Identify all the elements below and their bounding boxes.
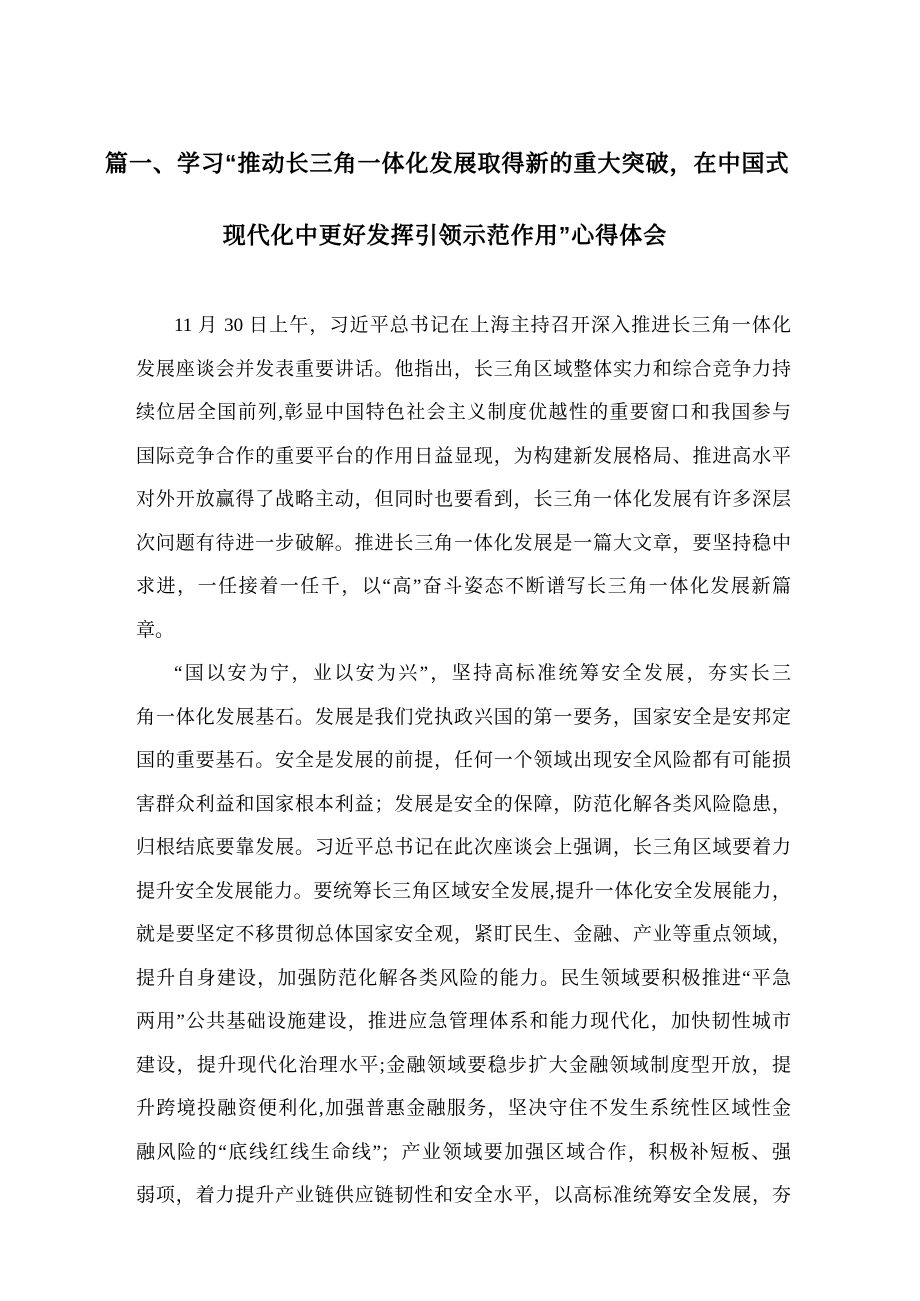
body-line: 国的重要基石。安全是发展的前提，任何一个领域出现安全风险都有可能损	[136, 750, 791, 771]
body-line: 角一体化发展基石。发展是我们党执政兴国的第一要务，国家安全是安邦定	[136, 706, 791, 728]
body-line: 章。	[136, 619, 175, 641]
paragraph-1	[136, 304, 791, 652]
body-line: 续位居全国前列,彰显中国特色社会主义制度优越性的重要窗口和我国参与	[136, 402, 791, 423]
body-line: 融风险的“底线红线生命线”；产业领域要加强区域合作，积极补短板、强	[136, 1141, 791, 1163]
document-title-line-2: 现代化中更好发挥引领示范作用”心得体会	[222, 222, 668, 248]
document-title-line-1: 篇一、学习“推动长三角一体化发展取得新的重大突破，在中国式	[105, 150, 790, 176]
body-line: “国以安为宁，业以安为兴”，坚持高标准统筹安全发展，夯实长三	[174, 663, 791, 684]
body-line: 弱项，着力提升产业链供应链韧性和安全水平，以高标准统筹安全发展，夯	[136, 1185, 791, 1206]
body-line: 归根结底要靠发展。习近平总书记在此次座谈会上强调，长三角区域要着力	[136, 837, 791, 858]
body-line: 发展座谈会并发表重要讲话。他指出，长三角区域整体实力和综合竞争力持	[136, 358, 791, 380]
body-line: 次问题有待进一步破解。推进长三角一体化发展是一篇大文章，要坚持稳中	[136, 532, 791, 554]
body-line: 国际竞争合作的重要平台的作用日益显现，为构建新发展格局、推进高水平	[136, 445, 791, 467]
body-line: 求进，一任接着一任千，以“高”奋斗姿态不断谱写长三角一体化发展新篇	[136, 576, 791, 597]
body-line: 提升自身建设，加强防范化解各类风险的能力。民生领域要积极推进“平急	[136, 967, 791, 989]
body-line: 就是要坚定不移贯彻总体国家安全观，紧盯民生、金融、产业等重点领域，	[136, 924, 791, 945]
body-line: 建设，提升现代化治理水平;金融领域要稳步扩大金融领域制度型开放，提	[136, 1054, 791, 1076]
body-line: 两用”公共基础设施建设，推进应急管理体系和能力现代化，加快韧性城市	[136, 1011, 791, 1032]
body-line: 害群众利益和国家根本利益；发展是安全的保障，防范化解各类风险隐患，	[136, 793, 791, 815]
body-line: 11 月 30 日上午，习近平总书记在上海主持召开深入推进长三角一体化	[174, 315, 791, 336]
body-line: 提升安全发展能力。要统筹长三角区域安全发展,提升一体化安全发展能力，	[136, 880, 791, 902]
body-line: 升跨境投融资便利化,加强普惠金融服务，坚决守住不发生系统性区域性金	[136, 1098, 791, 1119]
document-title	[105, 127, 790, 271]
paragraph-2	[136, 652, 791, 1218]
body-line: 对外开放赢得了战略主动，但同时也要看到，长三角一体化发展有许多深层	[136, 489, 791, 510]
document-body	[136, 304, 791, 1218]
